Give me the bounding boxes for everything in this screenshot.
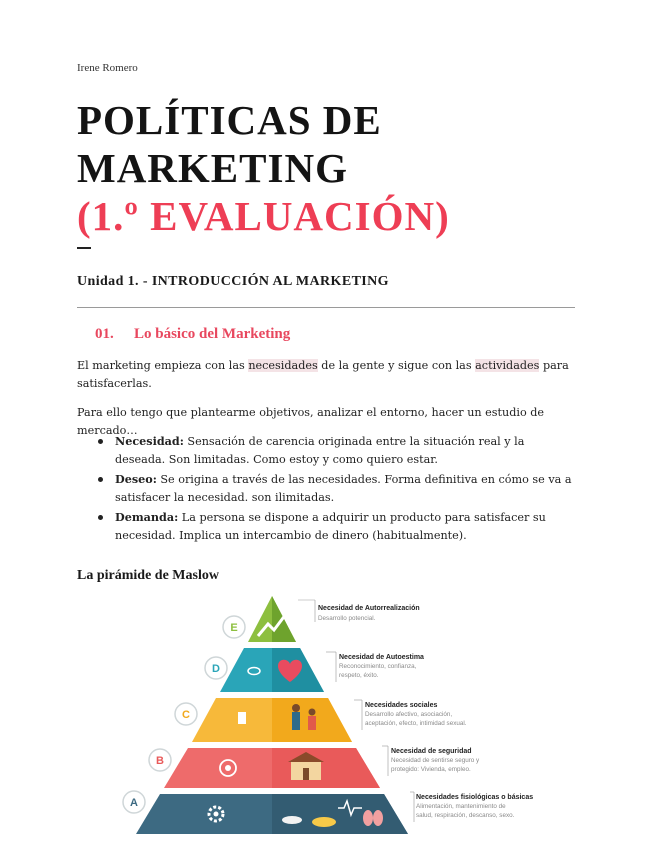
section-heading bbox=[95, 326, 290, 343]
author-name: Irene Romero bbox=[77, 62, 138, 74]
unit-heading: Unidad 1. - INTRODUCCIÓN AL MARKETING bbox=[77, 274, 389, 289]
gear-icon bbox=[214, 812, 219, 817]
level-c-desc: aceptación, efecto, intimidad sexual. bbox=[365, 720, 467, 727]
bullet-icon bbox=[98, 515, 103, 520]
food-plate-icon bbox=[282, 816, 302, 824]
letter-c: C bbox=[182, 709, 190, 721]
level-d-desc: respeto, éxito. bbox=[339, 672, 379, 679]
level-d-title: Necesidad de Autoestima bbox=[339, 654, 424, 661]
level-b-desc: Necesidad de sentirse seguro y bbox=[391, 757, 480, 764]
intro-text: de la gente y sigue con las bbox=[317, 359, 476, 372]
level-a-title: Necesidades fisiológicas o básicas bbox=[416, 794, 534, 801]
list-item bbox=[77, 508, 575, 545]
letter-b: B bbox=[156, 755, 164, 767]
definitions-list bbox=[77, 432, 575, 546]
document-title bbox=[77, 96, 597, 240]
intro-paragraph bbox=[77, 357, 575, 393]
level-e-title: Necesidad de Autorrealización bbox=[318, 605, 420, 612]
family-icon bbox=[308, 716, 316, 730]
pyramid-level-b bbox=[149, 746, 480, 788]
bullet-icon bbox=[98, 439, 103, 444]
lungs-icon bbox=[373, 810, 383, 826]
food-icon bbox=[312, 817, 336, 827]
letter-a: A bbox=[130, 797, 138, 809]
maslow-heading: La pirámide de Maslow bbox=[77, 568, 219, 583]
level-a-desc: Alimentación, mantenimiento de bbox=[416, 803, 506, 810]
list-item bbox=[77, 470, 575, 507]
list-item bbox=[77, 432, 575, 469]
family-icon bbox=[292, 704, 300, 712]
pyramid-segment-b-shade bbox=[272, 748, 380, 788]
family-icon bbox=[309, 709, 316, 716]
letter-e: E bbox=[230, 622, 238, 634]
level-b-desc: protegido: Vivienda, empleo. bbox=[391, 766, 471, 773]
definition-text: La persona se dispone a adquirir un producto para satisfacer su necesidad. Implica un intercambio de dinero (habitualmente). bbox=[115, 511, 546, 542]
pyramid-segment-a-shade bbox=[272, 794, 408, 834]
title-line-1: POLÍTICAS DE bbox=[77, 97, 382, 143]
level-c-desc: Desarrollo afectivo, asociación, bbox=[365, 711, 453, 718]
section-label: Lo básico del Marketing bbox=[134, 326, 291, 342]
highlight-necesidades: necesidades bbox=[248, 359, 318, 372]
definition-text: Sensación de carencia originada entre la situación real y la deseada. Son limitadas. Como estoy y como quiero estar. bbox=[115, 435, 525, 466]
target-icon bbox=[225, 765, 231, 771]
objectives-paragraph: Para ello tengo que plantearme objetivos, analizar el entorno, hacer un estudio de mercado… bbox=[77, 406, 545, 437]
lungs-icon bbox=[363, 810, 373, 826]
maslow-pyramid bbox=[120, 596, 550, 836]
level-c-title: Necesidades sociales bbox=[365, 702, 438, 709]
title-dash-divider bbox=[77, 247, 91, 249]
intro-text: para satisfacerlas. bbox=[77, 359, 569, 390]
definition-text: Se origina a través de las necesidades. Forma definitiva en cómo se va a satisfacer la necesidad. son ilimitadas. bbox=[115, 473, 572, 504]
horizontal-rule bbox=[77, 307, 575, 308]
pyramid-level-c bbox=[175, 698, 467, 742]
term-necesidad: Necesidad: bbox=[115, 434, 184, 448]
title-accent: (1.º EVALUACIÓN) bbox=[77, 193, 450, 239]
bullet-icon bbox=[98, 477, 103, 482]
pyramid-level-d bbox=[205, 648, 424, 692]
house-icon bbox=[303, 768, 309, 780]
letter-d: D bbox=[212, 663, 220, 675]
pyramid-level-a bbox=[123, 791, 533, 834]
term-deseo: Deseo: bbox=[115, 472, 157, 486]
section-number: 01. bbox=[95, 326, 114, 342]
highlight-actividades: actividades bbox=[475, 359, 540, 372]
level-b-title: Necesidad de seguridad bbox=[391, 748, 472, 755]
level-a-desc: salud, respiración, descanso, sexo. bbox=[416, 812, 515, 819]
intro-text: El marketing empieza con las bbox=[77, 359, 249, 372]
level-e-desc: Desarrollo potencial. bbox=[318, 615, 376, 622]
level-d-desc: Reconocimiento, confianza, bbox=[339, 663, 417, 670]
term-demanda: Demanda: bbox=[115, 510, 179, 524]
pyramid-level-e bbox=[223, 596, 420, 642]
cup-icon bbox=[238, 712, 246, 724]
title-line-2: MARKETING bbox=[77, 145, 348, 191]
family-icon bbox=[292, 712, 300, 730]
